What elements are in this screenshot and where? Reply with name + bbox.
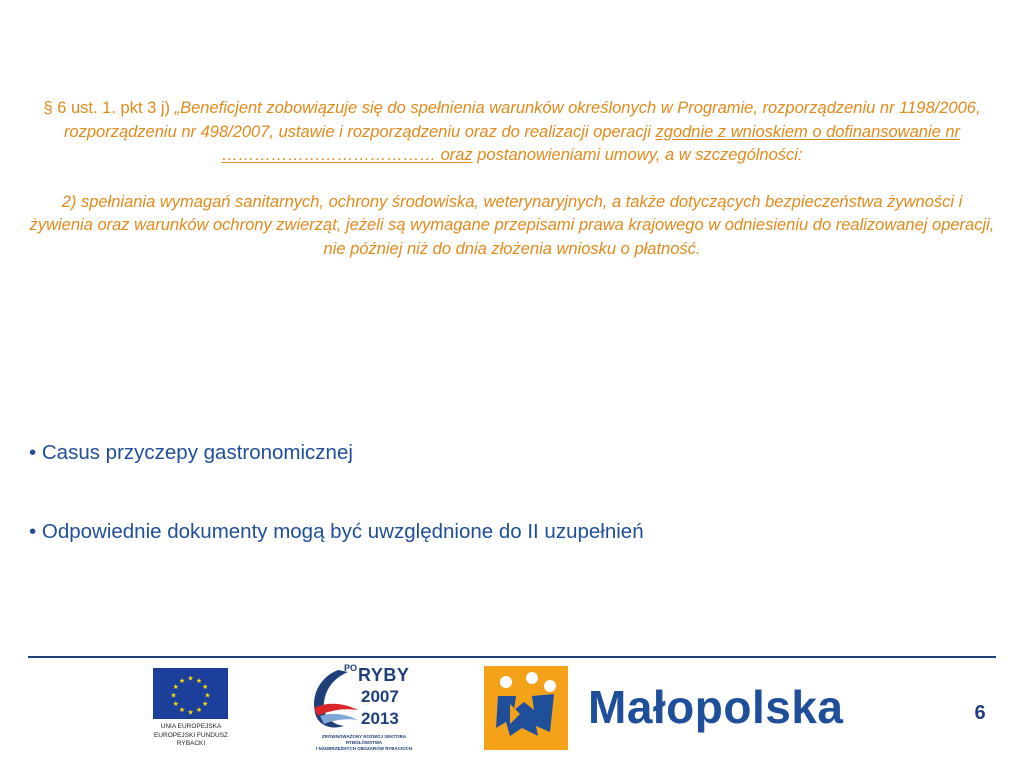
po-ryby-year-end: 2013 — [361, 709, 399, 728]
svg-text:★: ★ — [195, 676, 203, 685]
svg-text:★: ★ — [172, 683, 179, 691]
quote-italic-tail: postanowieniami umowy, a w szczególności: — [472, 146, 803, 164]
bullet-item-2: • Odpowiednie dokumenty mogą być uwzględnione do II uzupełnień — [29, 520, 644, 543]
svg-text:★: ★ — [178, 676, 186, 685]
po-ryby-swoosh-icon — [308, 668, 360, 730]
eu-caption-line-1: UNIA EUROPEJSKA — [160, 723, 222, 730]
eu-caption — [138, 723, 244, 749]
quote-italic-text — [64, 99, 981, 164]
bullet-item-1: • Casus przyczepy gastronomicznej — [29, 441, 353, 464]
quote-italic-part: „Beneficjent zobowiązuje się do spełnienia warunków określonych w Programie, rozporządzeniu nr 1198/2006, rozporządzeniu nr 498/2007, ustawie i rozporządzeniu oraz do realizacji operacji — [63, 99, 981, 141]
malopolska-emblem-icon — [484, 666, 568, 750]
po-ryby-caption-line-2: I NADBRZEŻNYCH OBSZARÓW RYBACKICH — [315, 746, 413, 751]
po-ryby-title: RYBY — [358, 665, 410, 685]
svg-text:★: ★ — [170, 691, 177, 700]
eu-logo — [138, 663, 244, 751]
footer-logos — [0, 660, 1024, 760]
po-ryby-logo — [304, 662, 422, 752]
svg-text:★: ★ — [172, 700, 179, 708]
svg-text:★: ★ — [178, 706, 186, 715]
po-ryby-caption-line-1: ZRÓWNOWAŻONY ROZWÓJ SEKTORA RYBOŁÓWSTWA — [321, 734, 407, 745]
quote-reference: § 6 ust. 1. pkt 3 j) — [43, 99, 175, 117]
quote-paragraph-1 — [28, 97, 996, 168]
svg-text:★: ★ — [187, 674, 194, 683]
eu-flag-icon — [153, 668, 228, 719]
malopolska-wordmark: Małopolska — [588, 681, 844, 733]
quote-paragraph-2 — [28, 191, 996, 262]
svg-text:★: ★ — [187, 708, 194, 717]
eu-caption-line-3: RYBACKI — [176, 740, 206, 747]
svg-text:★: ★ — [202, 700, 209, 708]
page-number: 6 — [974, 702, 986, 724]
quote-underlined-text: zgodnie z wnioskiem o dofinansowanie nr ………………………………… oraz — [221, 122, 961, 164]
svg-text:★: ★ — [195, 706, 203, 715]
regulation-quote — [28, 97, 996, 261]
po-ryby-year-start: 2007 — [361, 687, 399, 706]
svg-text:★: ★ — [204, 691, 211, 700]
bullet-list — [29, 438, 989, 547]
eu-caption-line-2: EUROPEJSKI FUNDUSZ — [153, 731, 229, 739]
quote-point-2: 2) spełniania wymagań sanitarnych, ochrony środowiska, weterynaryjnych, a także dotyczących bezpieczeństwa żywności i żywienia oraz warunków ochrony zwierząt, jeżeli są wymagane przepisami prawa krajowego w odniesieniu do realizowanej operacji, nie później niż do dnia złożenia wniosku o płatność. — [29, 192, 995, 258]
po-ryby-caption — [306, 734, 422, 752]
po-ryby-po: PO — [344, 663, 358, 673]
footer-divider — [28, 656, 996, 658]
malopolska-logo — [482, 666, 874, 750]
svg-text:★: ★ — [202, 683, 209, 691]
